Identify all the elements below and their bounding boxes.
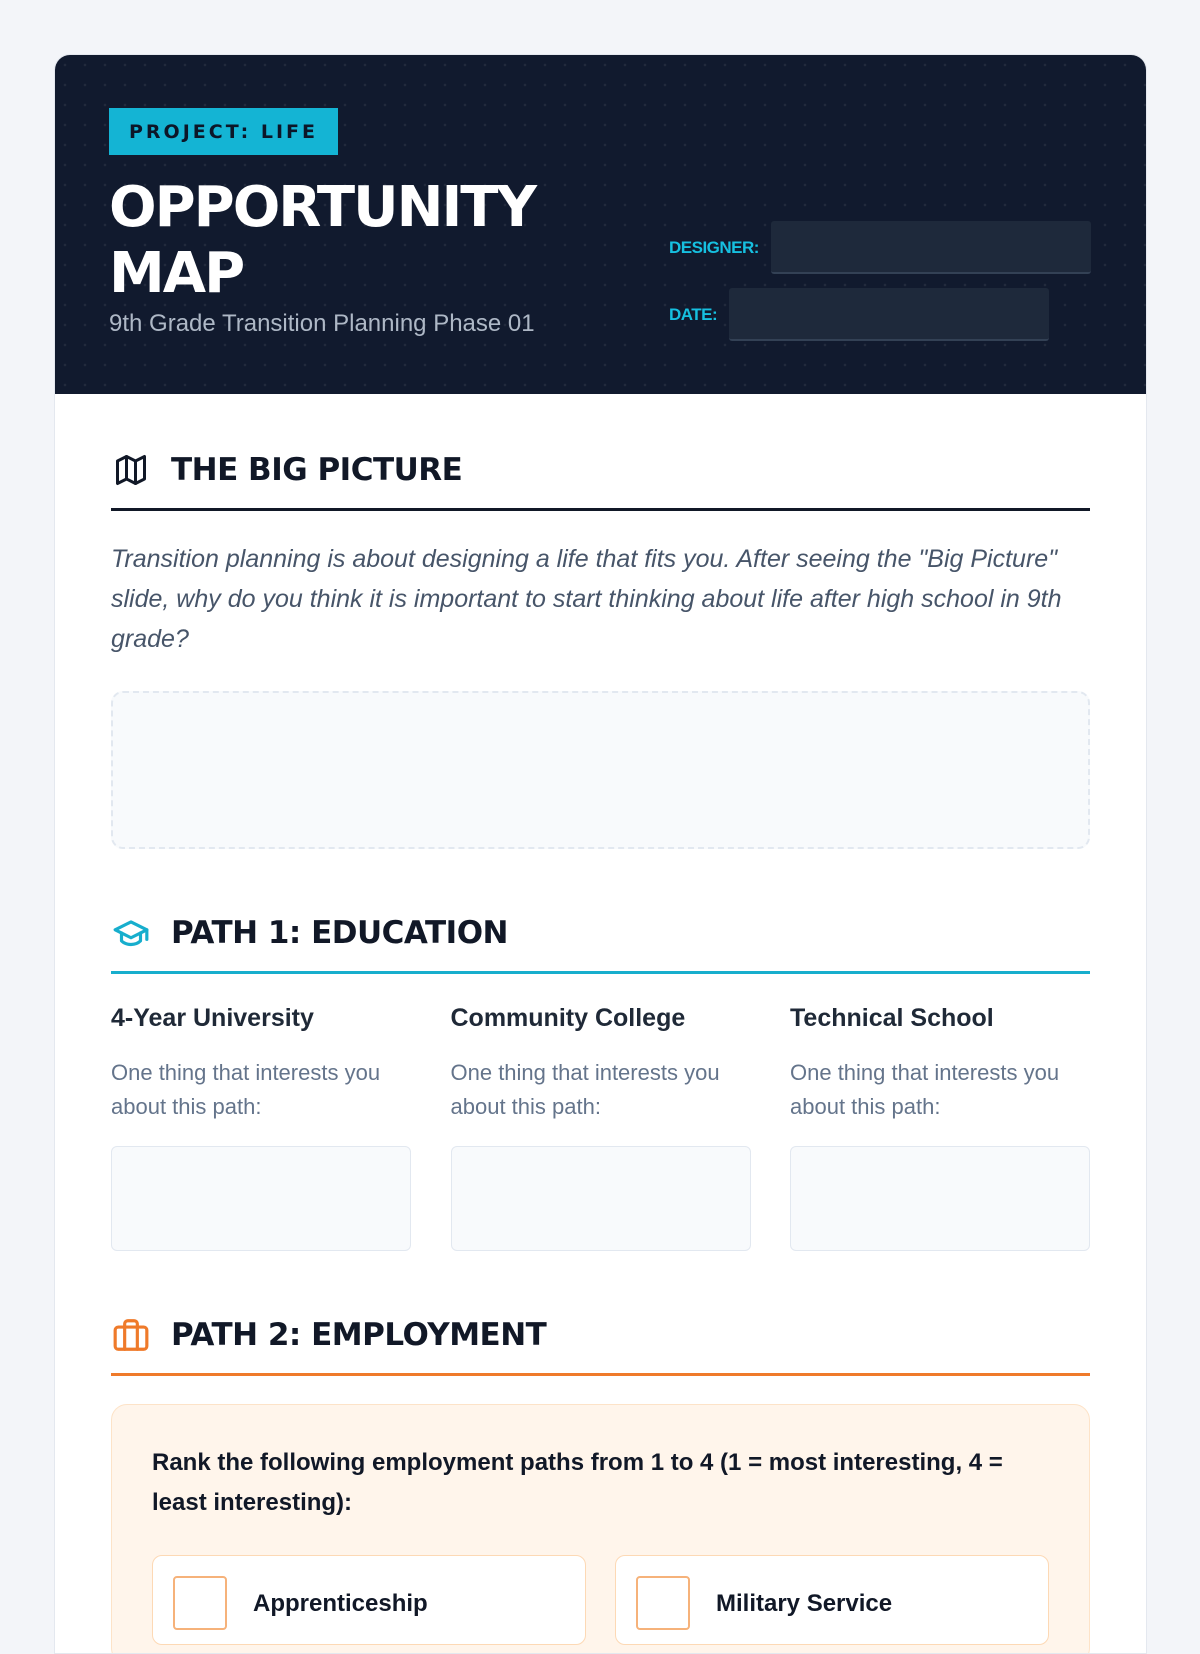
ranking-panel bbox=[111, 1404, 1090, 1654]
column-answer-box[interactable] bbox=[451, 1146, 751, 1251]
big-picture-answer-box[interactable] bbox=[111, 691, 1090, 849]
rank-option-card bbox=[152, 1555, 586, 1645]
date-field[interactable] bbox=[729, 288, 1049, 341]
column-note: One thing that interests you about this path: bbox=[111, 1060, 381, 1119]
column-note: One thing that interests you about this path: bbox=[450, 1060, 720, 1119]
page-subtitle: 9th Grade Transition Planning Phase 01 bbox=[109, 310, 535, 337]
rank-option-card bbox=[615, 1555, 1049, 1645]
education-title: PATH 1: EDUCATION bbox=[171, 915, 508, 951]
worksheet-header bbox=[55, 55, 1146, 394]
education-column bbox=[790, 1002, 1090, 1251]
worksheet-content bbox=[55, 394, 1146, 1654]
employment-heading bbox=[111, 1315, 1090, 1376]
big-picture-prompt: Transition planning is about designing a life that fits you. After seeing the "Big Picture" slide, why do you think it is important to start thinking about life after high school in 9th grade? bbox=[111, 545, 1062, 653]
map-icon bbox=[111, 450, 151, 490]
designer-label: DESIGNER: bbox=[669, 237, 759, 257]
education-columns bbox=[111, 1002, 1090, 1251]
date-row bbox=[669, 288, 1049, 341]
rank-option-label: Apprenticeship bbox=[253, 1590, 428, 1617]
education-column bbox=[111, 1002, 411, 1251]
column-note: One thing that interests you about this path: bbox=[790, 1060, 1060, 1119]
project-tag: PROJECT: LIFE bbox=[109, 108, 338, 155]
briefcase-icon bbox=[111, 1315, 151, 1355]
ranking-instruction: Rank the following employment paths from 1 to 4 (1 = most interesting, 4 = least interesting): bbox=[152, 1449, 1003, 1516]
graduation-cap-icon bbox=[111, 913, 151, 953]
date-label: DATE: bbox=[669, 304, 718, 324]
rank-input[interactable] bbox=[173, 1576, 227, 1630]
column-answer-box[interactable] bbox=[111, 1146, 411, 1251]
employment-title: PATH 2: EMPLOYMENT bbox=[171, 1317, 547, 1353]
big-picture-heading bbox=[111, 450, 1090, 511]
education-column bbox=[451, 1002, 751, 1251]
page-title: OPPORTUNITY MAP bbox=[109, 175, 536, 306]
column-title: Community College bbox=[450, 1004, 686, 1032]
ranking-grid bbox=[152, 1555, 1049, 1645]
column-title: 4-Year University bbox=[111, 1004, 314, 1032]
big-picture-title: THE BIG PICTURE bbox=[171, 452, 463, 488]
worksheet bbox=[54, 54, 1147, 1654]
education-heading bbox=[111, 913, 1090, 974]
column-answer-box[interactable] bbox=[790, 1146, 1090, 1251]
rank-input[interactable] bbox=[636, 1576, 690, 1630]
designer-row bbox=[669, 221, 1091, 274]
designer-field[interactable] bbox=[771, 221, 1091, 274]
rank-option-label: Military Service bbox=[716, 1590, 893, 1617]
column-title: Technical School bbox=[790, 1004, 994, 1032]
